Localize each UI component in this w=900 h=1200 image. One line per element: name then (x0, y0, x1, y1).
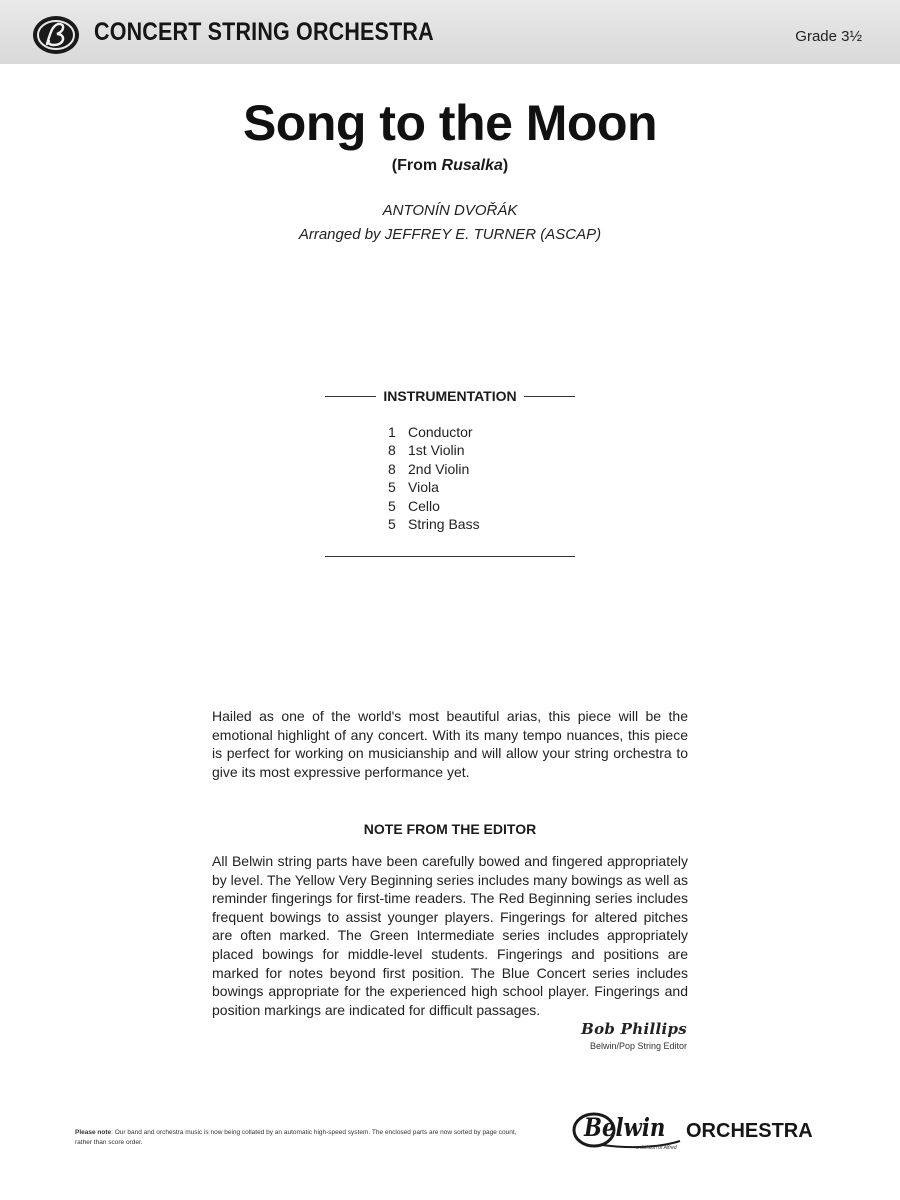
list-item (388, 424, 588, 442)
heading-rule-left (325, 396, 376, 397)
collation-footnote (75, 1128, 535, 1148)
instrument-name: Viola (408, 479, 439, 496)
instrumentation-list (388, 424, 588, 534)
brand-tagline: a division of Alfred (636, 1145, 677, 1151)
belwin-logo-icon (32, 14, 80, 56)
subtitle (0, 157, 900, 175)
instrument-count: 5 (388, 479, 396, 496)
instrument-name: String Bass (408, 515, 480, 532)
list-item (388, 498, 588, 516)
arranger: Arranged by JEFFREY E. TURNER (ASCAP) (298, 226, 602, 243)
instrument-name: Conductor (408, 424, 473, 440)
editor-note: All Belwin string parts have been carefully bowed and fingered appropriately by level. The Yellow Very Beginning series includes many bowings as well as reminder fingerings for first-time readers. The Red Beginning series includes frequent bowings to assist younger players. Fingerings for altered pitches are often marked. The Green Intermediate series includes appropriately placed bowings for middle-level students. Fingerings and positions are marked for notes beyond first position. The Blue Concert series includes bowings appropriate for the experienced high school player. Fingerings and position markings are indicated for difficult passages. (212, 853, 689, 1018)
instrument-count: 1 (388, 424, 396, 440)
editor-signature: Bob Phillips (581, 1020, 687, 1038)
instrumentation-label: INSTRUMENTATION (383, 388, 517, 404)
footnote-text: : Our band and orchestra music is now being collated by an automatic high-speed system. The enclosed parts are now sorted by page count, rather than score order. (75, 1129, 517, 1146)
grade-label: Grade 3½ (795, 28, 862, 45)
list-item (388, 461, 588, 479)
instrumentation-bottom-rule (325, 556, 575, 557)
list-item (388, 479, 588, 497)
brand-suffix: ORCHESTRA (686, 1120, 813, 1142)
header-band (0, 0, 900, 64)
instrument-count: 5 (388, 497, 396, 514)
subtitle-prefix: (From (391, 157, 442, 174)
footnote-label: Please note (75, 1129, 112, 1136)
instrument-name: Cello (408, 497, 440, 514)
list-item (388, 442, 588, 460)
instrument-count: 8 (388, 460, 396, 477)
composer: ANTONÍN DVOŘÁK (382, 202, 518, 219)
instrument-name: 1st Violin (408, 442, 465, 459)
editor-signature-title: Belwin/Pop String Editor (589, 1041, 687, 1051)
brand-wordmark: Belwin (584, 1113, 666, 1142)
series-title: CONCERT STRING ORCHESTRA (94, 18, 434, 46)
instrument-count: 8 (388, 442, 396, 459)
instrument-count: 5 (388, 515, 396, 532)
heading-rule-right (524, 396, 575, 397)
editor-heading: NOTE FROM THE EDITOR (363, 821, 537, 837)
piece-description: Hailed as one of the world's most beautiful arias, this piece will be the emotional highlight of any concert. With its many tempo nuances, this piece is perfect for working on musicianship and will allow your string orchestra to give its most expressive performance yet. (212, 708, 688, 780)
list-item (388, 516, 588, 534)
instrument-name: 2nd Violin (408, 460, 470, 477)
page-title: Song to the Moon (242, 95, 658, 151)
subtitle-suffix: ) (502, 157, 509, 174)
subtitle-work: Rusalka (441, 157, 503, 174)
instrumentation-heading (325, 386, 575, 406)
belwin-orchestra-logo (572, 1109, 832, 1153)
